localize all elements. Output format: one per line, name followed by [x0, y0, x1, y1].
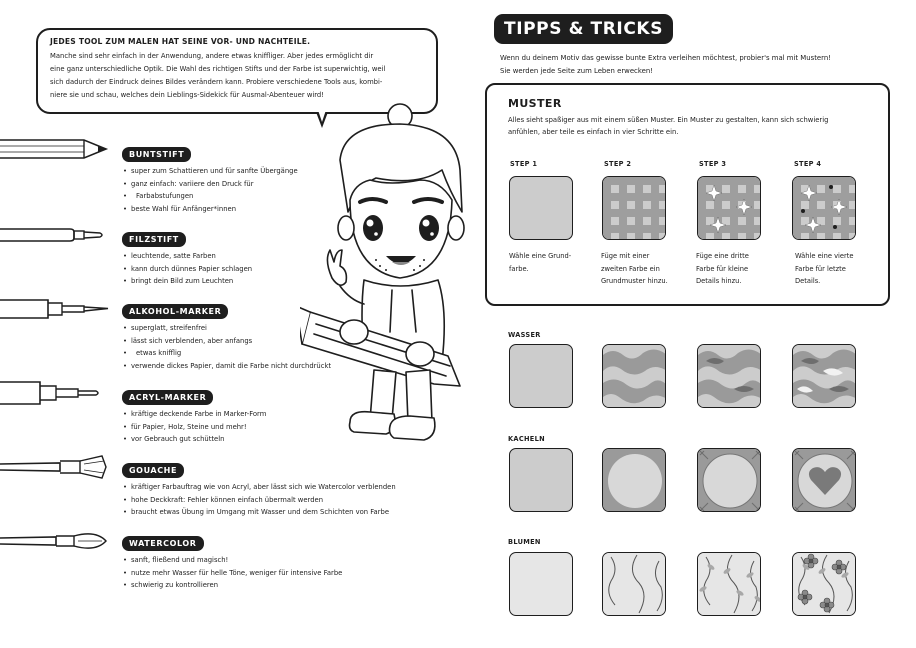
example-label-kacheln: KACHELN — [508, 435, 545, 443]
tool-bullets — [122, 554, 452, 592]
blumen-tile-2 — [602, 552, 666, 616]
bullet: • super zum Schattieren und für sanfte Übergänge — [122, 165, 452, 178]
bullet: • schwierig zu kontrollieren — [122, 579, 452, 592]
muster-text — [508, 114, 878, 139]
bullet: • kräftiger Farbauftrag wie von Acryl, aber lässt sich wie Watercolor verblenden — [122, 481, 462, 494]
intro-line: Wenn du deinem Motiv das gewisse bunte Extra verleihen möchtest, probier's mal mit Mustern! — [500, 54, 831, 62]
kacheln-tile-2 — [602, 448, 666, 512]
step-2-desc — [601, 250, 681, 288]
wasser-tile-4 — [792, 344, 856, 408]
tool-name: FILZSTIFT — [122, 232, 186, 247]
page-title: TIPPS & TRICKS — [494, 14, 673, 44]
bullet: • ganz einfach: variiere den Druck für — [122, 178, 452, 191]
blumen-tile-1 — [509, 552, 573, 616]
bullet: • sanft, fließend und magisch! — [122, 554, 452, 567]
intro-line: sich dadurch der Eindruck deines Bildes verändern kann. Probiere verschiedene Tools aus, kombi- — [50, 78, 383, 86]
alcohol-marker-icon — [0, 294, 112, 324]
intro-title: JEDES TOOL ZUM MALEN HAT SEINE VOR- UND NACHTEILE. — [50, 37, 311, 46]
example-label-blumen: BLUMEN — [508, 538, 541, 546]
wasser-tile-1 — [509, 344, 573, 408]
step-4-tile — [792, 176, 856, 240]
step-2-tile — [602, 176, 666, 240]
intro-text — [50, 50, 424, 102]
muster-line: Alles sieht spaßiger aus mit einem süßen Muster. Ein Muster zu gestalten, kann sich schwierig — [508, 116, 829, 124]
bullet: • superglatt, streifenfrei — [122, 322, 452, 335]
step-1-tile — [509, 176, 573, 240]
step-4-desc — [795, 250, 875, 288]
bullet: • braucht etwas Übung im Umgang mit Wasser und dem Schichten von Farbe — [122, 506, 462, 519]
example-label-wasser: WASSER — [508, 331, 541, 339]
step-desc-line: Grundmuster hinzu. — [601, 277, 668, 285]
felt-tip-pen-icon — [0, 220, 112, 250]
tool-bullets — [122, 481, 462, 519]
flat-brush-icon — [0, 452, 112, 482]
step-desc-line: Farbe für kleine — [696, 264, 749, 273]
colored-pencil-icon — [0, 134, 112, 164]
step-desc-line: Details. — [795, 277, 821, 285]
bullet: • etwas knifflig — [122, 347, 452, 360]
bullet: • bringt dein Bild zum Leuchten — [122, 275, 452, 288]
tool-name: ACRYL-MARKER — [122, 390, 213, 405]
tool-name: GOUACHE — [122, 463, 184, 478]
tool-name: BUNTSTIFT — [122, 147, 191, 162]
step-desc-line: zweiten Farbe ein — [601, 264, 660, 273]
bullet: • leuchtende, satte Farben — [122, 250, 452, 263]
step-1-desc — [509, 250, 589, 275]
intro-paragraph — [500, 52, 890, 77]
kacheln-tile-3 — [697, 448, 761, 512]
step-label: STEP 4 — [794, 160, 822, 168]
muster-title: MUSTER — [508, 97, 562, 110]
step-desc-line: Wähle eine vierte — [795, 252, 854, 260]
step-desc-line: Wähle eine Grund- — [509, 252, 572, 260]
intro-line: Manche sind sehr einfach in der Anwendung, andere etwas kniffliger. Aber jedes ermöglicht dir — [50, 52, 374, 60]
step-label: STEP 3 — [699, 160, 727, 168]
bullet: • vor Gebrauch gut schütteln — [122, 433, 452, 446]
kacheln-tile-1 — [509, 448, 573, 512]
acrylic-marker-icon — [0, 378, 112, 408]
step-desc-line: farbe. — [509, 264, 529, 273]
bullet: • hohe Deckkraft: Fehler können einfach übermalt werden — [122, 494, 462, 507]
step-3-tile — [697, 176, 761, 240]
step-desc-line: Farbe für letzte — [795, 264, 846, 273]
step-desc-line: Füge mit einer — [601, 252, 650, 260]
intro-line: niere sie und schau, welches dein Lieblings-Sidekick für Ausmal-Abenteuer wird! — [50, 91, 324, 99]
bullet: • kräftige deckende Farbe in Marker-Form — [122, 408, 452, 421]
bullet: • lässt sich verblenden, aber anfangs — [122, 335, 452, 348]
bullet: • kann durch dünnes Papier schlagen — [122, 263, 452, 276]
step-3-desc — [696, 250, 776, 288]
step-label: STEP 2 — [604, 160, 632, 168]
intro-line: Sie werden jede Seite zum Leben erwecken! — [500, 66, 653, 75]
bullet: • Farbabstufungen — [122, 190, 452, 203]
muster-line: anfühlen, aber teile es einfach in vier Schritte ein. — [508, 128, 679, 137]
tool-name: ALKOHOL-MARKER — [122, 304, 228, 319]
chibi-character-illustration — [300, 100, 470, 460]
tool-watercolor — [122, 531, 452, 592]
wasser-tile-3 — [697, 344, 761, 408]
step-desc-line: Details hinzu. — [696, 277, 742, 285]
tool-name: WATERCOLOR — [122, 536, 204, 551]
kacheln-tile-4 — [792, 448, 856, 512]
blumen-tile-4 — [792, 552, 856, 616]
round-brush-icon — [0, 526, 112, 556]
step-label: STEP 1 — [510, 160, 538, 168]
blumen-tile-3 — [697, 552, 761, 616]
tool-gouache — [122, 458, 462, 519]
intro-line: eine ganz unterschiedliche Optik. Die Wahl des richtigen Stifts und der Farbe ist superwichtig, weil — [50, 65, 386, 73]
bullet: • für Papier, Holz, Steine und mehr! — [122, 421, 452, 434]
bullet: • verwende dickes Papier, damit die Farbe nicht durchdrückt — [122, 360, 452, 373]
bullet: • nutze mehr Wasser für helle Töne, weniger für intensive Farbe — [122, 567, 452, 580]
wasser-tile-2 — [602, 344, 666, 408]
step-desc-line: Füge eine dritte — [696, 252, 749, 260]
bullet: • beste Wahl für Anfänger*innen — [122, 203, 452, 216]
